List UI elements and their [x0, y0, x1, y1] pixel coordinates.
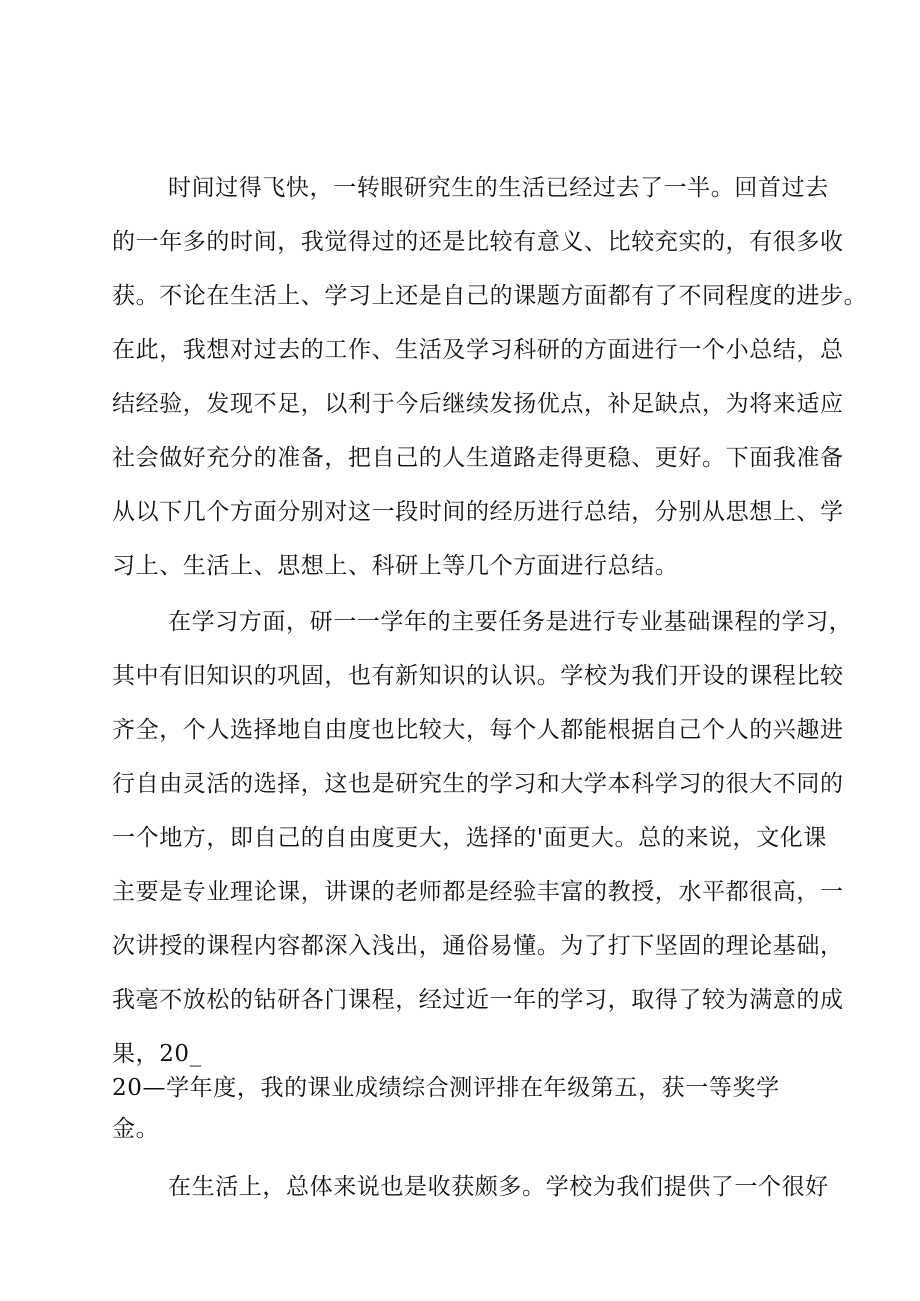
- paragraph-2-line-3: 齐全，个人选择地自由度也比较大，每个人都能根据自己个人的兴趣进: [112, 717, 844, 743]
- paragraph-1-line-4: 在此，我想对过去的工作、生活及学习科研的方面进行一个小总结，总: [112, 337, 844, 363]
- paragraph-1-line-8: 习上、生活上、思想上、科研上等几个方面进行总结。: [112, 553, 679, 579]
- paragraph-2-line-9: 果，20_: [112, 1041, 202, 1067]
- paragraph-1-line-3: 获。不论在生活上、学习上还是自己的课题方面都有了不同程度的进步。: [112, 283, 868, 309]
- paragraph-2-line-5: 一个地方，即自己的自由度更大，选择的'面更大。总的来说，文化课: [112, 825, 827, 851]
- paragraph-1-line-2: 的一年多的时间，我觉得过的还是比较有意义、比较充实的，有很多收: [112, 229, 844, 255]
- paragraph-1-line-1: 时间过得飞快，一转眼研究生的生活已经过去了一半。回首过去: [168, 175, 829, 201]
- paragraph-1-line-5: 结经验，发现不足，以利于今后继续发扬优点，补足缺点，为将来适应: [112, 391, 844, 417]
- paragraph-1-line-6: 社会做好充分的准备，把自己的人生道路走得更稳、更好。下面我准备: [112, 445, 844, 471]
- paragraph-2-line-8: 我毫不放松的钻研各门课程，经过近一年的学习，取得了较为满意的成: [112, 987, 844, 1013]
- paragraph-3-line-1: 在生活上，总体来说也是收获颇多。学校为我们提供了一个很好: [168, 1174, 829, 1200]
- paragraph-2-line-10: 20—学年度，我的课业成绩综合测评排在年级第五，获一等奖学: [112, 1075, 780, 1101]
- paragraph-2-line-7: 次讲授的课程内容都深入浅出，通俗易懂。为了打下坚固的理论基础，: [112, 933, 844, 959]
- paragraph-2-line-1: 在学习方面，研一一学年的主要任务是进行专业基础课程的学习，: [168, 609, 853, 635]
- paragraph-2-line-4: 行自由灵活的选择，这也是研究生的学习和大学本科学习的很大不同的: [112, 771, 844, 797]
- paragraph-2-line-2: 其中有旧知识的巩固，也有新知识的认识。学校为我们开设的课程比较: [112, 663, 844, 689]
- paragraph-2-line-6: 主要是专业理论课，讲课的老师都是经验丰富的教授，水平都很高，一: [112, 879, 844, 905]
- paragraph-2-line-11: 金。: [112, 1116, 160, 1142]
- paragraph-1-line-7: 从以下几个方面分别对这一段时间的经历进行总结，分别从思想上、学: [112, 499, 844, 525]
